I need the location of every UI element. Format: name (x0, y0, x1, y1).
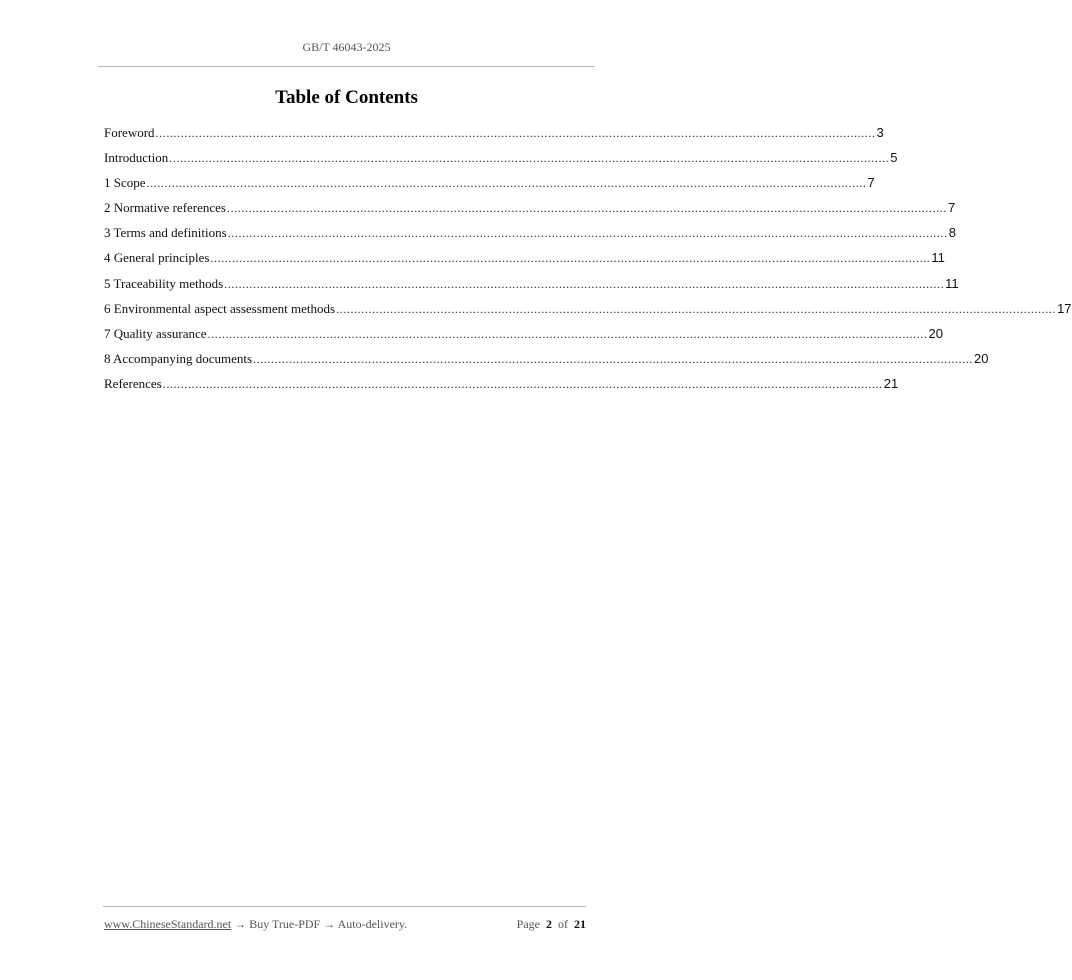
toc-entry-label: References (104, 375, 162, 391)
header-divider (98, 66, 595, 67)
toc-title: Table of Contents (275, 87, 418, 108)
toc-entry-scope[interactable] (104, 173, 875, 198)
toc-entry-page: 7 (867, 175, 875, 191)
website-link[interactable]: www.ChineseStandard.net (104, 917, 232, 931)
page-total: 21 (574, 917, 586, 931)
header-standard-id: GB/T 46043-2025 (302, 40, 391, 54)
toc-leader: ........................................................................................................................................................................................................ (162, 376, 883, 391)
toc-entry-accompanying-documents[interactable] (104, 349, 989, 374)
toc-list (104, 123, 1072, 399)
page-indicator (517, 917, 586, 932)
toc-entry-page: 5 (890, 150, 898, 166)
toc-entry-page: 20 (974, 350, 989, 366)
toc-entry-label: 7 Quality assurance (104, 325, 207, 341)
toc-entry-page: 17 (1057, 300, 1072, 316)
buy-true-pdf-text: Buy True-PDF (249, 917, 321, 931)
arrow-right-icon: → (323, 917, 336, 931)
toc-entry-terms-and-definitions[interactable] (104, 223, 956, 248)
toc-entry-label: 6 Environmental aspect assessment methods (104, 300, 336, 316)
page-label: Page (516, 917, 540, 931)
toc-leader: ........................................................................................................................................................................................................ (227, 201, 947, 216)
toc-entry-foreword[interactable] (104, 123, 884, 148)
toc-entry-page: 7 (948, 200, 956, 216)
auto-delivery-text: Auto-delivery. (337, 917, 408, 931)
page-of-label: of (558, 917, 568, 931)
toc-entry-page: 3 (876, 125, 884, 140)
toc-entry-traceability-methods[interactable] (104, 274, 959, 299)
toc-leader: ........................................................................................................................................................................................................ (207, 326, 928, 341)
toc-leader: ........................................................................................................................................................................................................ (210, 251, 931, 266)
toc-entry-page: 11 (945, 275, 959, 291)
toc-entry-label: 8 Accompanying documents (104, 350, 253, 366)
toc-leader: ........................................................................................................................................................................................................ (227, 226, 948, 241)
toc-entry-page: 21 (883, 375, 899, 391)
toc-entry-label: 2 Normative references (104, 200, 226, 216)
toc-entry-page: 8 (948, 225, 956, 241)
toc-entry-label: Foreword (104, 125, 155, 140)
toc-entry-label: 3 Terms and definitions (104, 225, 227, 241)
toc-entry-label: 5 Traceability methods (104, 275, 224, 291)
toc-entry-environmental-aspect-assessment[interactable] (104, 299, 1072, 324)
toc-entry-label: 1 Scope (104, 175, 146, 191)
toc-leader: ........................................................................................................................................................................................................ (169, 151, 890, 166)
toc-leader: ........................................................................................................................................................................................................ (253, 351, 974, 366)
page-current: 2 (546, 917, 552, 931)
toc-entry-quality-assurance[interactable] (104, 324, 943, 349)
toc-entry-label: Introduction (104, 150, 169, 166)
toc-entry-label: 4 General principles (104, 250, 210, 266)
footer-promo (104, 917, 407, 932)
toc-leader: ........................................................................................................................................................................................................ (155, 126, 876, 140)
toc-entry-general-principles[interactable] (104, 248, 945, 273)
footer-divider (103, 906, 586, 907)
toc-entry-introduction[interactable] (104, 148, 898, 173)
toc-leader: ........................................................................................................................................................................................................ (146, 176, 867, 191)
toc-entry-normative-references[interactable] (104, 198, 956, 223)
toc-leader: ........................................................................................................................................................................................................ (336, 301, 1057, 316)
toc-leader: ........................................................................................................................................................................................................ (224, 276, 945, 291)
toc-entry-page: 11 (931, 250, 945, 266)
arrow-right-icon: → (234, 917, 247, 931)
toc-entry-page: 20 (928, 325, 943, 341)
toc-entry-references[interactable] (104, 374, 899, 399)
